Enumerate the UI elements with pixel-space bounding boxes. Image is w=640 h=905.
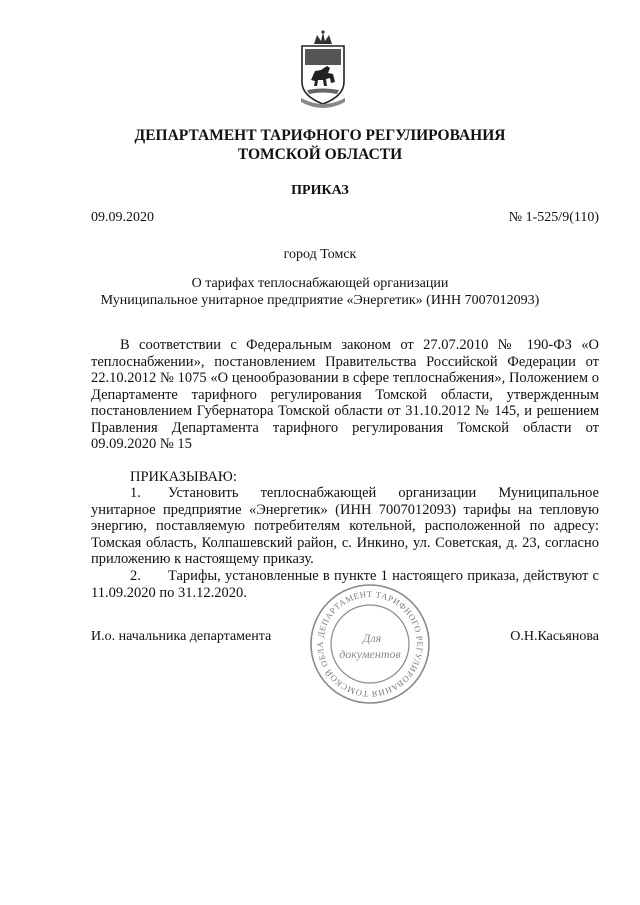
stamp-center-line1: Для [362,631,382,645]
stamp-ring-text: ДЕПАРТАМЕНТ ТАРИФНОГО РЕГУЛИРОВАНИЯ ТОМСКОЙ ОБЛА [314,588,426,700]
order-date: 09.09.2020 [91,210,154,225]
document-type: ПРИКАЗ [291,183,349,198]
coat-of-arms-emblem [297,30,349,116]
order-item-2-text: Тарифы, установленные в пункте 1 настоящего приказа, действуют с 11.09.2020 по 31.12.2020. [91,568,599,601]
department-name-line1: ДЕПАРТАМЕНТ ТАРИФНОГО РЕГУЛИРОВАНИЯ [134,127,506,144]
order-number: № 1-525/9(110) [508,210,599,225]
department-name-line2: ТОМСКОЙ ОБЛАСТИ [237,146,403,163]
order-item-1-number: 1. [130,485,141,501]
signatory-position: И.о. начальника департамента [91,629,272,644]
signatory-name: О.Н.Касьянова [510,629,599,644]
subject-line2: Муниципальное унитарное предприятие «Энергетик» (ИНН 7007012093) [100,293,540,308]
order-item-1-text: Установить теплоснабжающей организации Муниципальное унитарное предприятие «Энергетик» (ИНН 7007012093) тарифы на тепловую энергию, поставляемую потребителям котельной, расположенной по адресу: Томская область, Колпашевский район, с. Инкино, ул. Советская, д. 23, согласно приложению к настоящему приказу. [91,485,599,567]
order-heading: ПРИКАЗЫВАЮ: [130,469,237,485]
stamp-center-line2: документов [339,647,401,661]
order-item-2-number: 2. [130,568,141,584]
subject-line1: О тарифах теплоснабжающей организации [191,276,449,291]
preamble-paragraph: В соответствии с Федеральным законом от 27.07.2010 № 190-ФЗ «О теплоснабжении», постановлением Правительства Российской Федерации от 22.10.2012 № 1075 «О ценообразовании в сфере теплоснабжения», Положением о Департаменте тарифного регулирования Томской области, утвержденным постановлением Губернатора Томской области от 31.10.2012 № 145, и решением Правления Департамента тарифного регулирования Томской области от 09.09.2020 № 15 [91,337,599,452]
city: город Томск [283,247,357,262]
official-stamp [308,582,432,706]
order-item-1 [91,485,599,568]
